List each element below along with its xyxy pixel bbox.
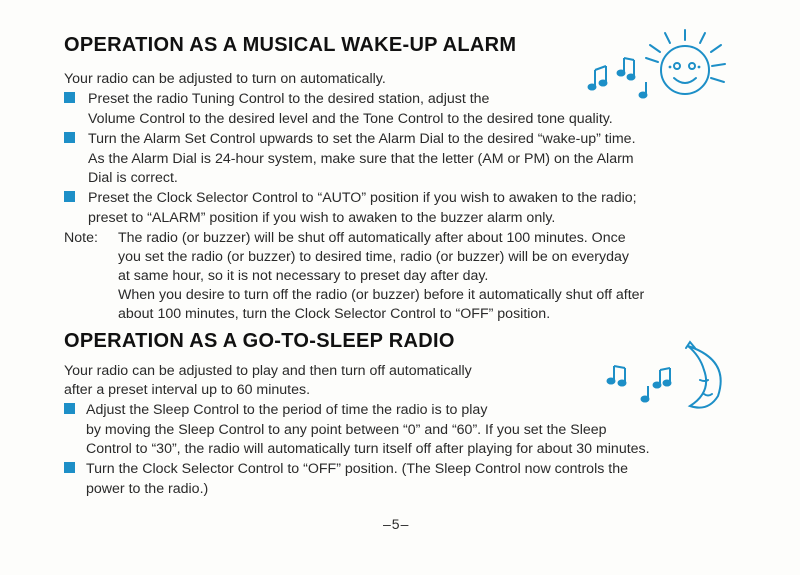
wake-bullet2-line1: Turn the Alarm Set Control upwards to set the Alarm Dial to the desired “wake-up” time. [88,131,636,147]
bullet-marker [64,403,75,414]
bullet-marker [64,92,75,103]
sleep-bullet1-line3: Control to “30”, the radio will automatically turn itself off after playing for about 30 minutes. [86,441,650,457]
note-line1: The radio (or buzzer) will be shut off automatically after about 100 minutes. Once [118,230,626,246]
sleep-bullet2-line2: power to the radio.) [86,481,209,497]
wake-bullet3-line2: preset to “ALARM” position if you wish to awaken to the buzzer alarm only. [88,210,556,226]
note-line5: about 100 minutes, turn the Clock Selector Control to “OFF” position. [118,306,551,322]
wake-bullet3-line1: Preset the Clock Selector Control to “AUTO” position if you wish to awaken to the radio; [88,190,637,206]
wake-bullet2-line3: Dial is correct. [88,170,178,186]
page-number: –5– [383,516,410,532]
sleep-bullet1-line2: by moving the Sleep Control to any point between “0” and “60”. If you set the Sleep [86,422,607,438]
note-line2: you set the radio (or buzzer) to desired time, radio (or buzzer) will be on everyday [118,249,629,265]
bullet-marker [64,462,75,473]
wake-bullet2-line2: As the Alarm Dial is 24-hour system, make sure that the letter (AM or PM) on the Alarm [88,151,634,167]
heading-wake-up-alarm: OPERATION AS A MUSICAL WAKE-UP ALARM [64,34,517,56]
note-label: Note: [64,230,98,246]
wake-bullet1-line1: Preset the radio Tuning Control to the desired station, adjust the [88,91,490,107]
heading-go-to-sleep: OPERATION AS A GO-TO-SLEEP RADIO [64,330,455,352]
bullet-marker [64,132,75,143]
sleep-intro-line1: Your radio can be adjusted to play and then turn off automatically [64,363,472,379]
wake-bullet1-line2: Volume Control to the desired level and the Tone Control to the desired tone quality. [88,111,613,127]
bullet-marker [64,191,75,202]
note-line3: at same hour, so it is not necessary to preset day after day. [118,268,489,284]
sleep-bullet1-line1: Adjust the Sleep Control to the period of time the radio is to play [86,402,488,418]
sleep-bullet2-line1: Turn the Clock Selector Control to “OFF” position. (The Sleep Control now controls the [86,461,628,477]
note-line4: When you desire to turn off the radio (or buzzer) before it automatically shut off after [118,287,645,303]
moon-music-notes-icon [600,340,740,420]
sleep-intro-line2: after a preset interval up to 60 minutes. [64,382,311,398]
sun-music-notes-icon [580,20,740,100]
wake-intro: Your radio can be adjusted to turn on automatically. [64,71,386,87]
